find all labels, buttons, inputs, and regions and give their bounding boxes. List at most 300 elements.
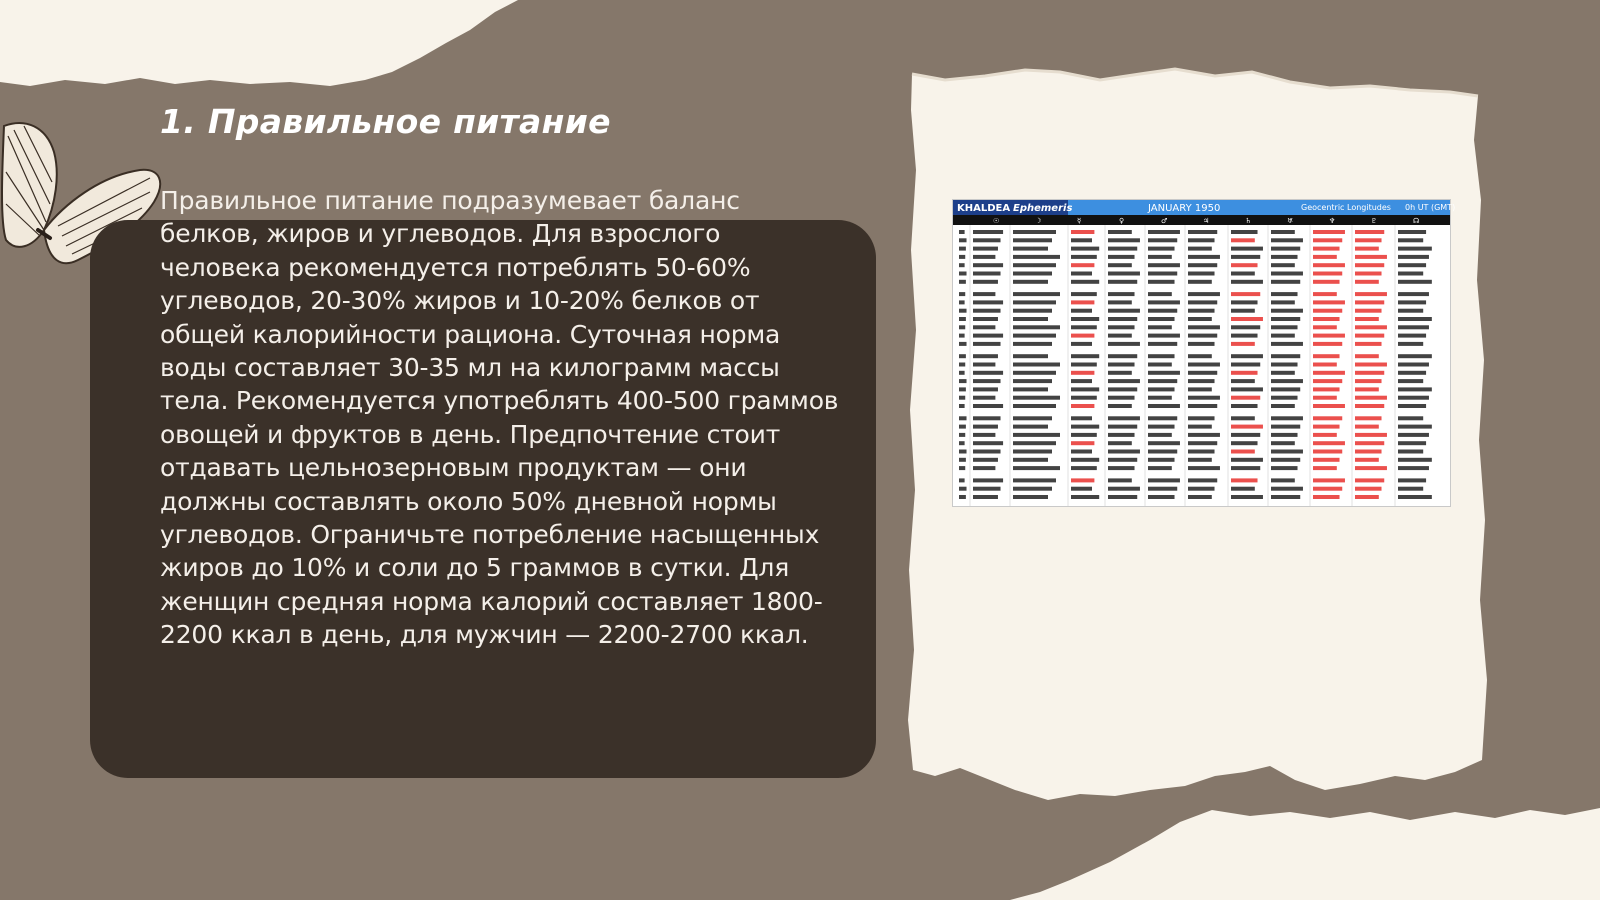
ephemeris-cell bbox=[1188, 466, 1220, 470]
ephemeris-cell bbox=[1071, 255, 1097, 259]
ephemeris-cell bbox=[1231, 495, 1263, 499]
ephemeris-cell bbox=[1231, 238, 1255, 242]
ephemeris-cell bbox=[1188, 379, 1215, 383]
ephemeris-cell bbox=[1271, 255, 1298, 259]
ephemeris-cell bbox=[973, 280, 998, 284]
ephemeris-cell bbox=[1013, 404, 1056, 408]
ephemeris-cell bbox=[1271, 363, 1298, 367]
ephemeris-cell bbox=[1188, 354, 1212, 358]
ephemeris-cell bbox=[1148, 263, 1180, 267]
ephemeris-cell bbox=[1313, 255, 1337, 259]
ephemeris-cell bbox=[1231, 255, 1260, 259]
ephemeris-cell bbox=[1013, 263, 1056, 267]
ephemeris-cell bbox=[1188, 300, 1217, 304]
ephemeris-cell bbox=[1398, 416, 1423, 420]
ephemeris-cell bbox=[1188, 425, 1212, 429]
ephemeris-cell bbox=[1148, 325, 1172, 329]
ephemeris-cell bbox=[1013, 325, 1060, 329]
ephemeris-cell bbox=[1108, 396, 1135, 400]
ephemeris-cell bbox=[1398, 363, 1429, 367]
ephemeris-cell bbox=[1013, 363, 1060, 367]
ephemeris-cell bbox=[1271, 404, 1295, 408]
ephemeris-cell bbox=[1355, 238, 1382, 242]
ephemeris-cell bbox=[1313, 371, 1345, 375]
ephemeris-cell bbox=[1148, 280, 1175, 284]
ephemeris-cell bbox=[1313, 404, 1345, 408]
ephemeris-cell bbox=[1013, 450, 1052, 454]
ephemeris-cell bbox=[1398, 379, 1423, 383]
ephemeris-cell bbox=[1108, 458, 1137, 462]
ephemeris-cell bbox=[959, 487, 967, 491]
slide-title: 1. Правильное питание bbox=[160, 102, 611, 141]
ephemeris-cell bbox=[1148, 371, 1180, 375]
ephemeris-cell bbox=[1013, 495, 1048, 499]
ephemeris-cell bbox=[1013, 396, 1060, 400]
ephemeris-cell bbox=[1271, 300, 1295, 304]
ephemeris-cell bbox=[1398, 487, 1423, 491]
ephemeris-cell bbox=[1313, 441, 1345, 445]
ephemeris-cell bbox=[1231, 487, 1255, 491]
ephemeris-cell bbox=[1071, 458, 1099, 462]
ephemeris-cell bbox=[1013, 280, 1048, 284]
ephemeris-cell bbox=[973, 363, 995, 367]
ephemeris-cell bbox=[1355, 325, 1387, 329]
ephemeris-cell bbox=[959, 363, 965, 367]
ephemeris-cell bbox=[1148, 230, 1180, 234]
torn-paper-top-left bbox=[0, 0, 518, 86]
ephemeris-cell bbox=[1013, 379, 1052, 383]
ephemeris-cell bbox=[1398, 458, 1432, 462]
ephemeris-cell bbox=[973, 371, 1003, 375]
ephemeris-cell bbox=[1071, 280, 1099, 284]
ephemeris-cell bbox=[1355, 354, 1379, 358]
ephemeris-cell bbox=[1271, 379, 1303, 383]
ephemeris-cell bbox=[973, 466, 995, 470]
planet-symbol: ☊ bbox=[1413, 217, 1420, 225]
ephemeris-cell bbox=[1231, 371, 1258, 375]
ephemeris-cell bbox=[1355, 379, 1382, 383]
ephemeris-cell bbox=[1108, 416, 1140, 420]
ephemeris-cell bbox=[1231, 334, 1258, 338]
ephemeris-cell bbox=[973, 309, 1001, 313]
ephemeris-cell bbox=[1231, 309, 1255, 313]
ephemeris-cell bbox=[1398, 263, 1426, 267]
ephemeris-cell bbox=[1108, 387, 1137, 391]
ephemeris-cell bbox=[1013, 458, 1048, 462]
ephemeris-cell bbox=[1355, 363, 1387, 367]
ephemeris-cell bbox=[1071, 478, 1094, 482]
ephemeris-cell bbox=[959, 396, 965, 400]
ephemeris-cell bbox=[1013, 466, 1060, 470]
ephemeris-cell bbox=[1188, 487, 1215, 491]
ephemeris-cell bbox=[1398, 317, 1432, 321]
ephemeris-cell bbox=[973, 387, 998, 391]
ephemeris-cell bbox=[1271, 478, 1295, 482]
ephemeris-cell bbox=[973, 292, 995, 296]
ephemeris-cell bbox=[1188, 238, 1215, 242]
ephemeris-cell bbox=[1071, 379, 1092, 383]
ephemeris-cell bbox=[1108, 371, 1132, 375]
ephemeris-cell bbox=[1313, 280, 1340, 284]
ephemeris-cell bbox=[1108, 433, 1135, 437]
ephemeris-cell bbox=[959, 371, 965, 375]
ephemeris-cell bbox=[1398, 396, 1429, 400]
ephemeris-cell bbox=[959, 272, 967, 276]
ephemeris-cell bbox=[1188, 387, 1212, 391]
ephemeris-cell bbox=[1108, 450, 1140, 454]
ephemeris-cell bbox=[1013, 317, 1048, 321]
ephemeris-cell bbox=[1148, 309, 1177, 313]
ephemeris-cell bbox=[1313, 495, 1340, 499]
ephemeris-cell bbox=[1271, 425, 1300, 429]
ephemeris-cell bbox=[1071, 495, 1099, 499]
ephemeris-cell bbox=[1188, 230, 1217, 234]
planet-symbol: ♀ bbox=[1119, 217, 1125, 225]
ephemeris-cell bbox=[1013, 371, 1056, 375]
ephemeris-cell bbox=[1188, 363, 1220, 367]
ephemeris-cell bbox=[1398, 441, 1426, 445]
ephemeris-cell bbox=[973, 450, 1001, 454]
ephemeris-cell bbox=[1148, 334, 1180, 338]
ephemeris-cell bbox=[1071, 487, 1092, 491]
ephemeris-cell bbox=[1188, 458, 1212, 462]
ephemeris-table-image bbox=[952, 199, 1456, 507]
ephemeris-cell bbox=[1313, 238, 1342, 242]
ephemeris-cell bbox=[973, 441, 1003, 445]
ephemeris-cell bbox=[1231, 342, 1255, 346]
ephemeris-cell bbox=[1071, 230, 1094, 234]
ephemeris-cell bbox=[1071, 441, 1094, 445]
ephemeris-cell bbox=[1355, 441, 1384, 445]
ephemeris-subtitle-2: 0h UT (GMT) bbox=[1405, 203, 1456, 212]
ephemeris-cell bbox=[1148, 300, 1180, 304]
ephemeris-cell bbox=[1355, 487, 1382, 491]
ephemeris-cell bbox=[1071, 371, 1094, 375]
ephemeris-cell bbox=[1313, 478, 1345, 482]
ephemeris-cell bbox=[1013, 441, 1056, 445]
ephemeris-title: JANUARY 1950 bbox=[1148, 203, 1221, 214]
ephemeris-cell bbox=[1188, 342, 1215, 346]
ephemeris-cell bbox=[1188, 255, 1220, 259]
ephemeris-cell bbox=[1071, 292, 1097, 296]
ephemeris-cell bbox=[1148, 478, 1180, 482]
ephemeris-cell bbox=[1313, 300, 1345, 304]
ephemeris-cell bbox=[1398, 342, 1423, 346]
ephemeris-cell bbox=[1071, 387, 1099, 391]
ephemeris-cell bbox=[1108, 478, 1132, 482]
ephemeris-cell bbox=[1271, 371, 1295, 375]
ephemeris-cell bbox=[1148, 416, 1177, 420]
ephemeris-cell bbox=[1188, 325, 1220, 329]
ephemeris-cell bbox=[973, 416, 1001, 420]
ephemeris-cell bbox=[1271, 272, 1303, 276]
ephemeris-cell bbox=[1313, 272, 1342, 276]
ephemeris-cell bbox=[1108, 342, 1140, 346]
ephemeris-cell bbox=[1271, 247, 1300, 251]
ephemeris-cell bbox=[1108, 292, 1135, 296]
ephemeris-cell bbox=[1148, 342, 1177, 346]
ephemeris-cell bbox=[1271, 354, 1300, 358]
ephemeris-cell bbox=[959, 441, 965, 445]
ephemeris-cell bbox=[1313, 487, 1342, 491]
ephemeris-cell bbox=[1108, 300, 1132, 304]
ephemeris-cell bbox=[1188, 334, 1217, 338]
ephemeris-cell bbox=[1398, 387, 1432, 391]
ephemeris-cell bbox=[1231, 272, 1255, 276]
ephemeris-cell bbox=[1398, 272, 1423, 276]
ephemeris-cell bbox=[1013, 478, 1056, 482]
ephemeris-cell bbox=[1188, 263, 1217, 267]
ephemeris-cell bbox=[1071, 396, 1097, 400]
ephemeris-cell bbox=[1355, 309, 1382, 313]
ephemeris-brand: KHALDEA bbox=[957, 203, 1011, 214]
ephemeris-cell bbox=[1398, 334, 1426, 338]
ephemeris-cell bbox=[1355, 404, 1384, 408]
ephemeris-cell bbox=[959, 309, 967, 313]
ephemeris-cell bbox=[1355, 272, 1382, 276]
ephemeris-cell bbox=[959, 292, 965, 296]
ephemeris-cell bbox=[1271, 334, 1295, 338]
planet-symbol: ♅ bbox=[1287, 217, 1294, 225]
ephemeris-subtitle: Geocentric Longitudes bbox=[1301, 203, 1391, 212]
ephemeris-cell bbox=[1108, 334, 1132, 338]
ephemeris-cell bbox=[1313, 387, 1340, 391]
ephemeris-cell bbox=[1108, 247, 1137, 251]
ephemeris-cell bbox=[1231, 450, 1255, 454]
ephemeris-cell bbox=[959, 300, 965, 304]
ephemeris-cell bbox=[1313, 396, 1337, 400]
ephemeris-cell bbox=[973, 325, 995, 329]
ephemeris-cell bbox=[973, 478, 1003, 482]
ephemeris-cell bbox=[1148, 247, 1175, 251]
ephemeris-cell bbox=[1231, 404, 1258, 408]
ephemeris-cell bbox=[1188, 478, 1217, 482]
ephemeris-cell bbox=[1313, 247, 1340, 251]
ephemeris-cell bbox=[1313, 354, 1340, 358]
ephemeris-cell bbox=[1071, 334, 1094, 338]
ephemeris-cell bbox=[1071, 416, 1092, 420]
ephemeris-cell bbox=[1108, 263, 1132, 267]
ephemeris-cell bbox=[1398, 466, 1429, 470]
ephemeris-cell bbox=[1271, 387, 1300, 391]
ephemeris-cell bbox=[1355, 263, 1384, 267]
ephemeris-cell bbox=[1013, 255, 1060, 259]
ephemeris-cell bbox=[1188, 396, 1220, 400]
ephemeris-cell bbox=[1108, 230, 1132, 234]
ephemeris-cell bbox=[959, 416, 967, 420]
planet-symbol: ♂ bbox=[1161, 217, 1168, 225]
ephemeris-cell bbox=[1148, 450, 1177, 454]
ephemeris-cell bbox=[1013, 272, 1052, 276]
planet-symbol: ☿ bbox=[1077, 217, 1082, 225]
ephemeris-cell bbox=[1355, 433, 1387, 437]
ephemeris-cell bbox=[1355, 230, 1384, 234]
planet-symbol: ♆ bbox=[1329, 217, 1336, 225]
ephemeris-cell bbox=[1398, 300, 1426, 304]
slide-body-text: Правильное питание подразумевает баланс белков, жиров и углеводов. Для взрослого человека рекомендуется потреблять 50-60% углеводов, 20-30% жиров и 10-20% белков от общей калорийности рациона. Суточная норма воды составляет 30-35 мл на килограмм массы тела. Рекомендуется употреблять 400-500 граммов овощей и фруктов в день. Предпочтение стоит отдавать цельнозерновым продуктам — они должны составлять около 50% дневной нормы углеводов. Ограничьте потребление насыщенных жиров до 10% и соли до 5 граммов в сутки. Для женщин средняя норма калорий составляет 1800-2200 ккал в день, для мужчин — 2200-2700 ккал. bbox=[160, 186, 839, 650]
ephemeris-cell bbox=[1355, 425, 1379, 429]
ephemeris-cell bbox=[1148, 379, 1177, 383]
ephemeris-cell bbox=[959, 230, 965, 234]
ephemeris-cell bbox=[1108, 272, 1140, 276]
ephemeris-cell bbox=[1271, 342, 1303, 346]
ephemeris-cell bbox=[1148, 255, 1172, 259]
ephemeris-cell bbox=[1071, 309, 1092, 313]
ephemeris-cell bbox=[1108, 309, 1140, 313]
ephemeris-cell bbox=[1271, 263, 1295, 267]
ephemeris-cell bbox=[1108, 325, 1135, 329]
ephemeris-cell bbox=[959, 425, 966, 429]
ephemeris-cell bbox=[1231, 387, 1263, 391]
ephemeris-cell bbox=[1355, 255, 1387, 259]
ephemeris-cell bbox=[1013, 292, 1060, 296]
ephemeris-cell bbox=[1148, 272, 1177, 276]
ephemeris-cell bbox=[1013, 309, 1052, 313]
ephemeris-cell bbox=[973, 300, 1003, 304]
ephemeris-cell bbox=[1313, 433, 1337, 437]
ephemeris-cell bbox=[1398, 404, 1426, 408]
ephemeris-cell bbox=[959, 387, 966, 391]
ephemeris-cell bbox=[1355, 416, 1382, 420]
ephemeris-cell bbox=[1071, 342, 1092, 346]
ephemeris-cell bbox=[1271, 433, 1298, 437]
ephemeris-cell bbox=[1148, 396, 1172, 400]
ephemeris-cell bbox=[1148, 433, 1172, 437]
ephemeris-cell bbox=[1271, 487, 1303, 491]
ephemeris-cell bbox=[1188, 247, 1212, 251]
ephemeris-cell bbox=[1398, 495, 1432, 499]
ephemeris-cell bbox=[1271, 458, 1300, 462]
ephemeris-cell bbox=[1071, 272, 1092, 276]
ephemeris-cell bbox=[973, 247, 998, 251]
ephemeris-cell bbox=[1108, 255, 1135, 259]
ephemeris-cell bbox=[1188, 416, 1215, 420]
ephemeris-cell bbox=[1231, 425, 1263, 429]
ephemeris-cell bbox=[1013, 487, 1052, 491]
ephemeris-cell bbox=[1108, 466, 1135, 470]
ephemeris-cell bbox=[959, 466, 965, 470]
ephemeris-cell bbox=[1271, 495, 1300, 499]
ephemeris-cell bbox=[1313, 230, 1345, 234]
ephemeris-cell bbox=[1231, 263, 1258, 267]
ephemeris-cell bbox=[1231, 230, 1258, 234]
ephemeris-cell bbox=[1271, 466, 1298, 470]
ephemeris-cell bbox=[1071, 433, 1097, 437]
ephemeris-cell bbox=[1013, 354, 1048, 358]
ephemeris-cell bbox=[1398, 292, 1429, 296]
ephemeris-cell bbox=[959, 238, 967, 242]
ephemeris-cell bbox=[959, 379, 967, 383]
ephemeris-cell bbox=[1108, 238, 1140, 242]
ephemeris-cell bbox=[1231, 354, 1263, 358]
ephemeris-cell bbox=[1148, 495, 1175, 499]
ephemeris-cell bbox=[973, 317, 998, 321]
ephemeris-cell bbox=[1071, 263, 1094, 267]
ephemeris-cell bbox=[959, 433, 965, 437]
ephemeris-cell bbox=[1108, 354, 1137, 358]
ephemeris-cell bbox=[1271, 230, 1295, 234]
ephemeris-cell bbox=[1148, 238, 1177, 242]
ephemeris-cell bbox=[973, 263, 1003, 267]
ephemeris-cell bbox=[973, 238, 1001, 242]
ephemeris-cell bbox=[973, 379, 1001, 383]
ephemeris-cell bbox=[959, 325, 965, 329]
ephemeris-cell bbox=[1071, 466, 1097, 470]
ephemeris-cell bbox=[1231, 247, 1263, 251]
ephemeris-cell bbox=[973, 396, 995, 400]
ephemeris-cell bbox=[1108, 495, 1137, 499]
ephemeris-cell bbox=[959, 280, 966, 284]
ephemeris-cell bbox=[1313, 379, 1342, 383]
ephemeris-cell bbox=[1355, 280, 1379, 284]
ephemeris-cell bbox=[1398, 247, 1432, 251]
ephemeris-cell bbox=[1271, 441, 1295, 445]
ephemeris-cell bbox=[959, 317, 966, 321]
ephemeris-cell bbox=[1188, 433, 1220, 437]
ephemeris-cell bbox=[959, 478, 965, 482]
ephemeris-cell bbox=[1398, 478, 1426, 482]
ephemeris-cell bbox=[1188, 404, 1217, 408]
ephemeris-cell bbox=[1108, 363, 1135, 367]
ephemeris-cell bbox=[1071, 425, 1099, 429]
ephemeris-cell bbox=[1013, 230, 1056, 234]
ephemeris-cell bbox=[973, 487, 1001, 491]
ephemeris-cell bbox=[1188, 272, 1215, 276]
ephemeris-cell bbox=[1355, 371, 1384, 375]
ephemeris-cell bbox=[1231, 292, 1260, 296]
ephemeris-cell bbox=[1313, 325, 1337, 329]
ephemeris-cell bbox=[1231, 325, 1260, 329]
ephemeris-cell bbox=[1355, 387, 1379, 391]
ephemeris-cell bbox=[1188, 292, 1220, 296]
planet-symbol: ♃ bbox=[1203, 217, 1210, 225]
ephemeris-cell bbox=[1313, 317, 1340, 321]
ephemeris-cell bbox=[1108, 379, 1140, 383]
ephemeris-cell bbox=[959, 458, 966, 462]
ephemeris-cell bbox=[1148, 317, 1175, 321]
ephemeris-cell bbox=[1355, 292, 1387, 296]
ephemeris-cell bbox=[1398, 354, 1432, 358]
ephemeris-cell bbox=[1231, 363, 1260, 367]
ephemeris-cell bbox=[973, 458, 998, 462]
ephemeris-cell bbox=[1148, 425, 1175, 429]
ephemeris-cell bbox=[973, 425, 998, 429]
ephemeris-cell bbox=[1231, 300, 1258, 304]
ephemeris-cell bbox=[973, 230, 1003, 234]
ephemeris-cell bbox=[1313, 466, 1337, 470]
ephemeris-label: Ephemeris bbox=[1013, 203, 1073, 214]
ephemeris-cell bbox=[1231, 458, 1263, 462]
ephemeris-cell bbox=[1013, 238, 1052, 242]
ephemeris-cell bbox=[1355, 466, 1387, 470]
ephemeris-cell bbox=[1313, 363, 1337, 367]
ephemeris-cell bbox=[1148, 363, 1172, 367]
ephemeris-cell bbox=[959, 354, 966, 358]
ephemeris-cell bbox=[959, 255, 965, 259]
ephemeris-cell bbox=[1013, 433, 1060, 437]
ephemeris-cell bbox=[1071, 363, 1097, 367]
ephemeris-cell bbox=[973, 354, 998, 358]
ephemeris-cell bbox=[1148, 404, 1180, 408]
ephemeris-cell bbox=[1231, 466, 1260, 470]
ephemeris-cell bbox=[1398, 433, 1429, 437]
torn-paper-bottom-right bbox=[1010, 808, 1600, 900]
ephemeris-cell bbox=[959, 263, 965, 267]
ephemeris-cell bbox=[1148, 466, 1172, 470]
ephemeris-cell bbox=[1398, 230, 1426, 234]
ephemeris-cell bbox=[1108, 441, 1132, 445]
ephemeris-cell bbox=[1071, 247, 1099, 251]
